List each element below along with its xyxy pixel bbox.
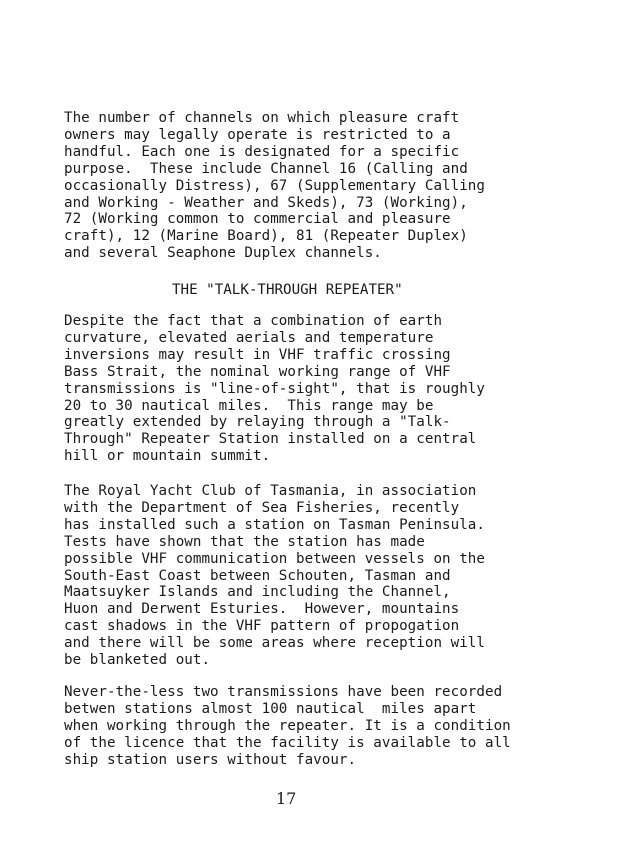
section-heading: THE "TALK-THROUGH REPEATER" (172, 282, 403, 298)
paragraph-station (64, 483, 594, 669)
text-line: 20 to 30 nautical miles. This range may be (64, 397, 434, 414)
paragraph-transmissions (64, 684, 594, 769)
page-number: 17 (276, 789, 297, 808)
text-line: handful. Each one is designated for a specific (64, 143, 460, 160)
paragraph-channels (64, 110, 594, 262)
text-line: hill or mountain summit. (64, 448, 271, 465)
text-line: 72 (Working common to commercial and pleasure (64, 211, 451, 228)
text-line: and there will be some areas where reception will (64, 635, 485, 652)
text-line: ship station users without favour. (64, 751, 357, 768)
text-line: possible VHF communication between vessels on the (64, 550, 485, 567)
text-line: Maatsuyker Islands and including the Channel, (64, 584, 451, 601)
text-line: inversions may result in VHF traffic crossing (64, 346, 451, 363)
text-line: betwen stations almost 100 nautical miles apart (64, 700, 477, 717)
text-line: The number of channels on which pleasure craft (64, 110, 460, 126)
text-line: curvature, elevated aerials and temperature (64, 329, 434, 346)
paragraph-range (64, 313, 594, 465)
text-line: owners may legally operate is restricted to a (64, 126, 451, 143)
text-line: The Royal Yacht Club of Tasmania, in association (64, 483, 477, 499)
text-line: South-East Coast between Schouten, Tasman and (64, 567, 451, 584)
text-line: when working through the repeater. It is a condition (64, 717, 511, 734)
text-line: with the Department of Sea Fisheries, recently (64, 499, 460, 516)
text-line: Tests have shown that the station has made (64, 533, 425, 550)
text-line: has installed such a station on Tasman Peninsula. (64, 516, 485, 533)
text-line: be blanketed out. (64, 652, 211, 669)
text-line: cast shadows in the VHF pattern of propogation (64, 618, 460, 635)
text-line: Never-the-less two transmissions have been recorded (64, 684, 503, 700)
text-line: Bass Strait, the nominal working range of VHF (64, 363, 451, 380)
text-line: Huon and Derwent Esturies. However, mountains (64, 601, 460, 618)
text-line: of the licence that the facility is available to all (64, 734, 511, 751)
text-line: transmissions is "line-of-sight", that is roughly (64, 380, 485, 397)
text-line: greatly extended by relaying through a "Talk- (64, 414, 451, 431)
text-line: craft), 12 (Marine Board), 81 (Repeater Duplex) (64, 228, 468, 245)
text-line: occasionally Distress), 67 (Supplementary Calling (64, 177, 485, 194)
text-line: and Working - Weather and Skeds), 73 (Working), (64, 194, 468, 211)
text-line: purpose. These include Channel 16 (Calling and (64, 160, 468, 177)
text-line: Despite the fact that a combination of earth (64, 313, 443, 329)
text-line: Through" Repeater Station installed on a central (64, 431, 477, 448)
text-line: and several Seaphone Duplex channels. (64, 245, 382, 262)
